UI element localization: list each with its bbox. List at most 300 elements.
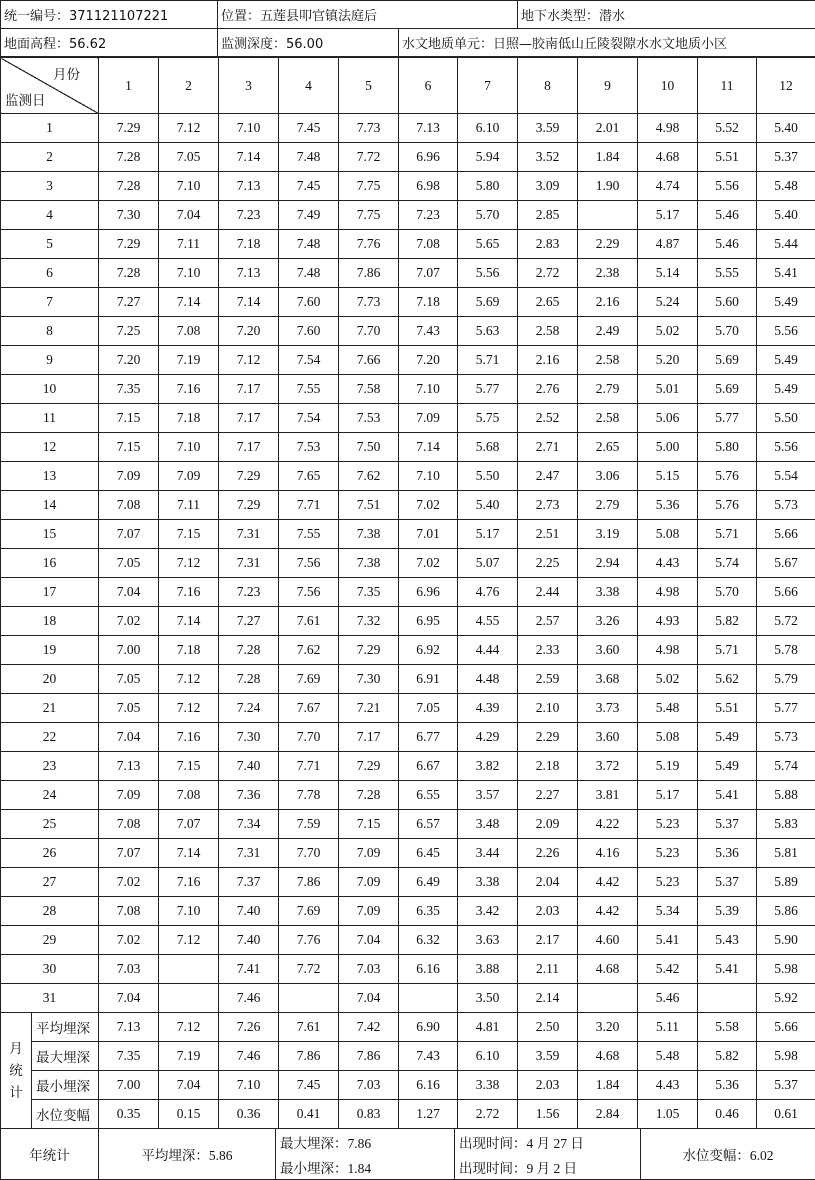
depth-cell: 7.67 — [279, 694, 339, 723]
depth-cell: 7.73 — [339, 114, 399, 143]
depth-cell: 2.58 — [578, 404, 638, 433]
depth-cell: 5.08 — [638, 520, 698, 549]
depth-cell: 7.16 — [159, 868, 219, 897]
table-row — [1, 172, 815, 201]
depth-cell: 2.03 — [518, 897, 578, 926]
depth-cell: 5.39 — [698, 897, 757, 926]
depth-cell: 5.49 — [698, 723, 757, 752]
depth-cell: 5.76 — [698, 491, 757, 520]
depth-cell: 7.09 — [399, 404, 458, 433]
depth-cell: 7.03 — [339, 955, 399, 984]
depth-cell: 5.23 — [638, 868, 698, 897]
depth-cell: 7.30 — [339, 665, 399, 694]
depth-cell: 2.16 — [518, 346, 578, 375]
depth-cell: 6.98 — [399, 172, 458, 201]
depth-cell: 5.71 — [698, 636, 757, 665]
depth-cell: 4.39 — [458, 694, 518, 723]
stat-cell: 2.50 — [518, 1013, 578, 1042]
depth-cell: 3.06 — [578, 462, 638, 491]
day-cell: 1 — [1, 114, 99, 143]
depth-cell: 5.50 — [458, 462, 518, 491]
depth-cell: 5.56 — [757, 317, 815, 346]
depth-cell: 4.29 — [458, 723, 518, 752]
depth-cell: 7.72 — [279, 955, 339, 984]
depth-cell: 7.40 — [219, 897, 279, 926]
depth-cell: 7.00 — [99, 636, 159, 665]
depth-cell: 5.44 — [757, 230, 815, 259]
depth-cell: 5.40 — [757, 114, 815, 143]
depth-cell: 5.92 — [757, 984, 815, 1013]
annual-max-time: 出现时间：4 月 27 日 — [455, 1129, 641, 1154]
depth-cell: 6.32 — [399, 926, 458, 955]
depth-cell: 2.26 — [518, 839, 578, 868]
depth-cell: 6.49 — [399, 868, 458, 897]
depth-cell: 7.11 — [159, 230, 219, 259]
depth-cell: 5.02 — [638, 317, 698, 346]
depth-cell: 7.29 — [219, 462, 279, 491]
depth-cell: 5.77 — [757, 694, 815, 723]
depth-cell: 2.59 — [518, 665, 578, 694]
table-row — [1, 607, 815, 636]
depth-cell: 3.57 — [458, 781, 518, 810]
stat-cell: 7.45 — [279, 1071, 339, 1100]
depth-cell: 5.15 — [638, 462, 698, 491]
depth-cell: 5.83 — [757, 810, 815, 839]
depth-cell: 7.15 — [99, 404, 159, 433]
depth-cell: 2.79 — [578, 491, 638, 520]
month-header: 6 — [399, 58, 458, 114]
depth-cell: 5.98 — [757, 955, 815, 984]
depth-cell: 4.68 — [578, 955, 638, 984]
depth-cell: 7.17 — [339, 723, 399, 752]
table-row — [1, 578, 815, 607]
depth-cell: 7.69 — [279, 897, 339, 926]
stat-cell: 6.16 — [399, 1071, 458, 1100]
day-cell: 12 — [1, 433, 99, 462]
depth-cell: 5.52 — [698, 114, 757, 143]
depth-cell: 5.60 — [698, 288, 757, 317]
depth-cell: 4.16 — [578, 839, 638, 868]
depth-cell: 7.14 — [159, 607, 219, 636]
stat-cell: 7.26 — [219, 1013, 279, 1042]
depth-cell: 5.62 — [698, 665, 757, 694]
depth-cell: 4.60 — [578, 926, 638, 955]
depth-cell: 7.07 — [159, 810, 219, 839]
table-row — [1, 201, 815, 230]
depth-cell: 7.05 — [399, 694, 458, 723]
depth-cell: 7.30 — [99, 201, 159, 230]
depth-cell: 7.50 — [339, 433, 399, 462]
depth-cell: 7.29 — [219, 491, 279, 520]
depth-cell: 4.93 — [638, 607, 698, 636]
depth-cell: 7.09 — [339, 839, 399, 868]
depth-cell: 7.48 — [279, 143, 339, 172]
depth-cell: 5.70 — [458, 201, 518, 230]
depth-cell: 7.18 — [159, 404, 219, 433]
depth-cell: 2.16 — [578, 288, 638, 317]
annual-statistics — [0, 1129, 815, 1180]
depth-cell: 6.77 — [399, 723, 458, 752]
depth-cell: 4.87 — [638, 230, 698, 259]
depth-cell: 7.05 — [99, 694, 159, 723]
depth-cell: 7.16 — [159, 578, 219, 607]
depth-cell: 5.48 — [638, 694, 698, 723]
depth-cell: 7.23 — [219, 578, 279, 607]
depth-cell: 4.98 — [638, 636, 698, 665]
table-row — [1, 259, 815, 288]
table-row — [1, 752, 815, 781]
table-row — [1, 375, 815, 404]
stat-cell: 5.82 — [698, 1042, 757, 1071]
stat-cell: 0.15 — [159, 1100, 219, 1129]
depth-cell: 7.28 — [99, 172, 159, 201]
depth-cell: 3.82 — [458, 752, 518, 781]
depth-cell: 5.79 — [757, 665, 815, 694]
depth-cell: 5.56 — [757, 433, 815, 462]
depth-cell: 5.63 — [458, 317, 518, 346]
depth-cell: 5.07 — [458, 549, 518, 578]
stats-row — [1, 1013, 815, 1042]
stat-cell: 7.46 — [219, 1042, 279, 1071]
depth-cell: 7.70 — [279, 723, 339, 752]
depth-cell: 7.43 — [399, 317, 458, 346]
day-cell: 27 — [1, 868, 99, 897]
depth-cell: 5.46 — [698, 230, 757, 259]
stat-cell: 3.59 — [518, 1042, 578, 1071]
depth-cell: 7.78 — [279, 781, 339, 810]
depth-cell: 4.76 — [458, 578, 518, 607]
depth-cell: 7.02 — [99, 926, 159, 955]
depth-cell: 7.62 — [279, 636, 339, 665]
depth-cell: 2.29 — [518, 723, 578, 752]
stat-cell: 5.98 — [757, 1042, 815, 1071]
daily-depth-table — [0, 57, 815, 1129]
depth-cell: 2.71 — [518, 433, 578, 462]
annual-avg-depth: 平均埋深：5.86 — [99, 1129, 276, 1180]
day-cell: 18 — [1, 607, 99, 636]
day-cell: 2 — [1, 143, 99, 172]
depth-cell: 3.44 — [458, 839, 518, 868]
month-header-row — [1, 58, 815, 114]
depth-cell: 2.11 — [518, 955, 578, 984]
depth-cell: 5.67 — [757, 549, 815, 578]
depth-cell: 7.86 — [339, 259, 399, 288]
annual-min-time: 出现时间：9 月 2 日 — [455, 1154, 641, 1180]
depth-cell: 7.66 — [339, 346, 399, 375]
depth-cell: 4.68 — [638, 143, 698, 172]
depth-cell: 7.16 — [159, 723, 219, 752]
day-cell: 7 — [1, 288, 99, 317]
month-header: 12 — [757, 58, 815, 114]
depth-cell: 6.96 — [399, 143, 458, 172]
depth-cell: 5.19 — [638, 752, 698, 781]
stat-cell: 1.27 — [399, 1100, 458, 1129]
depth-cell: 5.37 — [698, 868, 757, 897]
depth-cell: 6.35 — [399, 897, 458, 926]
ground-elevation: 地面高程：56.62 — [1, 29, 218, 57]
day-cell: 25 — [1, 810, 99, 839]
depth-cell: 5.40 — [757, 201, 815, 230]
depth-cell: 5.48 — [757, 172, 815, 201]
depth-cell: 3.60 — [578, 636, 638, 665]
depth-cell: 7.19 — [159, 346, 219, 375]
depth-cell: 4.98 — [638, 578, 698, 607]
depth-cell: 5.66 — [757, 578, 815, 607]
depth-cell: 7.12 — [159, 926, 219, 955]
stat-cell: 7.10 — [219, 1071, 279, 1100]
depth-cell: 7.12 — [159, 665, 219, 694]
depth-cell: 7.10 — [399, 375, 458, 404]
table-row — [1, 810, 815, 839]
table-row — [1, 781, 815, 810]
annual-stats-label: 年统计 — [1, 1129, 99, 1180]
depth-cell: 5.76 — [698, 462, 757, 491]
stat-cell: 5.48 — [638, 1042, 698, 1071]
depth-cell: 7.07 — [399, 259, 458, 288]
depth-cell: 5.40 — [458, 491, 518, 520]
month-header: 5 — [339, 58, 399, 114]
hydrogeologic-unit: 水文地质单元：日照—胶南低山丘陵裂隙水水文地质小区 — [399, 29, 815, 57]
depth-cell: 7.29 — [339, 636, 399, 665]
stat-cell: 2.03 — [518, 1071, 578, 1100]
depth-cell: 7.13 — [99, 752, 159, 781]
depth-cell: 2.83 — [518, 230, 578, 259]
depth-cell: 5.49 — [698, 752, 757, 781]
stat-cell: 3.38 — [458, 1071, 518, 1100]
depth-cell: 7.14 — [159, 839, 219, 868]
depth-cell: 7.08 — [99, 897, 159, 926]
depth-cell: 7.53 — [279, 433, 339, 462]
day-cell: 31 — [1, 984, 99, 1013]
depth-cell: 5.43 — [698, 926, 757, 955]
depth-cell: 7.53 — [339, 404, 399, 433]
depth-cell: 7.17 — [219, 404, 279, 433]
depth-cell: 6.45 — [399, 839, 458, 868]
day-cell: 14 — [1, 491, 99, 520]
depth-cell: 3.81 — [578, 781, 638, 810]
stat-cell: 0.46 — [698, 1100, 757, 1129]
depth-cell: 7.23 — [219, 201, 279, 230]
month-header: 8 — [518, 58, 578, 114]
depth-cell: 5.20 — [638, 346, 698, 375]
depth-cell: 7.55 — [279, 520, 339, 549]
depth-cell — [399, 984, 458, 1013]
corner-cell — [1, 58, 99, 114]
depth-cell: 6.67 — [399, 752, 458, 781]
depth-cell: 7.65 — [279, 462, 339, 491]
table-row — [1, 984, 815, 1013]
depth-cell: 5.24 — [638, 288, 698, 317]
stat-cell: 4.81 — [458, 1013, 518, 1042]
depth-cell: 7.21 — [339, 694, 399, 723]
table-row — [1, 433, 815, 462]
depth-cell: 7.13 — [219, 259, 279, 288]
depth-cell: 7.04 — [339, 926, 399, 955]
depth-cell: 5.73 — [757, 491, 815, 520]
month-header: 4 — [279, 58, 339, 114]
day-cell: 19 — [1, 636, 99, 665]
depth-cell: 7.30 — [219, 723, 279, 752]
depth-cell: 5.01 — [638, 375, 698, 404]
stat-cell: 6.10 — [458, 1042, 518, 1071]
month-header: 3 — [219, 58, 279, 114]
depth-cell: 5.69 — [458, 288, 518, 317]
day-cell: 21 — [1, 694, 99, 723]
table-row — [1, 346, 815, 375]
depth-cell: 7.09 — [99, 462, 159, 491]
stat-cell: 7.04 — [159, 1071, 219, 1100]
stat-cell: 0.36 — [219, 1100, 279, 1129]
stat-cell: 1.56 — [518, 1100, 578, 1129]
stat-cell: 7.00 — [99, 1071, 159, 1100]
depth-cell: 7.71 — [279, 752, 339, 781]
depth-cell: 3.38 — [458, 868, 518, 897]
day-cell: 20 — [1, 665, 99, 694]
depth-cell — [578, 984, 638, 1013]
depth-cell: 5.68 — [458, 433, 518, 462]
station-info-header — [0, 0, 815, 57]
depth-cell: 7.17 — [219, 375, 279, 404]
depth-cell: 5.02 — [638, 665, 698, 694]
table-row — [1, 288, 815, 317]
depth-cell: 5.08 — [638, 723, 698, 752]
depth-cell: 7.51 — [339, 491, 399, 520]
depth-cell: 5.37 — [757, 143, 815, 172]
depth-cell: 7.10 — [159, 897, 219, 926]
depth-cell: 2.38 — [578, 259, 638, 288]
monthly-stats-label: 月 统 计 — [1, 1013, 32, 1129]
monitoring-depth: 监测深度：56.00 — [218, 29, 399, 57]
depth-cell: 7.73 — [339, 288, 399, 317]
depth-cell: 3.48 — [458, 810, 518, 839]
depth-cell: 7.48 — [279, 230, 339, 259]
depth-cell: 5.86 — [757, 897, 815, 926]
depth-cell: 3.38 — [578, 578, 638, 607]
stat-cell: 4.68 — [578, 1042, 638, 1071]
depth-cell: 5.56 — [698, 172, 757, 201]
day-cell: 15 — [1, 520, 99, 549]
depth-cell: 7.12 — [159, 549, 219, 578]
depth-cell: 7.14 — [159, 288, 219, 317]
depth-cell: 6.95 — [399, 607, 458, 636]
day-cell: 3 — [1, 172, 99, 201]
depth-cell: 7.16 — [159, 375, 219, 404]
depth-cell: 3.52 — [518, 143, 578, 172]
depth-cell: 7.08 — [99, 491, 159, 520]
table-row — [1, 897, 815, 926]
depth-cell: 7.46 — [219, 984, 279, 1013]
table-row — [1, 665, 815, 694]
depth-cell: 3.68 — [578, 665, 638, 694]
depth-cell: 7.02 — [99, 607, 159, 636]
corner-day-label: 监测日 — [5, 89, 46, 109]
stat-cell: 4.43 — [638, 1071, 698, 1100]
depth-cell: 7.45 — [279, 114, 339, 143]
stat-cell: 7.12 — [159, 1013, 219, 1042]
depth-cell: 7.75 — [339, 172, 399, 201]
stat-cell: 5.66 — [757, 1013, 815, 1042]
depth-cell: 5.94 — [458, 143, 518, 172]
depth-cell: 2.94 — [578, 549, 638, 578]
depth-cell: 5.55 — [698, 259, 757, 288]
day-cell: 17 — [1, 578, 99, 607]
day-cell: 9 — [1, 346, 99, 375]
stat-cell: 2.84 — [578, 1100, 638, 1129]
depth-cell: 7.11 — [159, 491, 219, 520]
table-row — [1, 317, 815, 346]
depth-cell: 5.50 — [757, 404, 815, 433]
depth-cell: 7.09 — [99, 781, 159, 810]
depth-cell: 6.91 — [399, 665, 458, 694]
depth-cell: 5.41 — [698, 781, 757, 810]
depth-cell: 7.61 — [279, 607, 339, 636]
depth-cell: 7.17 — [219, 433, 279, 462]
table-row — [1, 955, 815, 984]
depth-cell: 5.51 — [698, 694, 757, 723]
depth-cell: 3.63 — [458, 926, 518, 955]
depth-cell: 3.72 — [578, 752, 638, 781]
annual-max-depth: 最大埋深：7.86 — [276, 1129, 455, 1154]
table-row — [1, 694, 815, 723]
depth-cell: 7.01 — [399, 520, 458, 549]
depth-cell — [159, 984, 219, 1013]
depth-cell: 7.54 — [279, 346, 339, 375]
depth-cell: 7.08 — [159, 317, 219, 346]
depth-cell: 1.84 — [578, 143, 638, 172]
depth-cell: 7.10 — [219, 114, 279, 143]
day-cell: 10 — [1, 375, 99, 404]
depth-cell: 7.27 — [99, 288, 159, 317]
depth-cell: 7.05 — [159, 143, 219, 172]
depth-cell: 5.23 — [638, 839, 698, 868]
stat-cell: 1.05 — [638, 1100, 698, 1129]
day-cell: 23 — [1, 752, 99, 781]
depth-cell: 2.27 — [518, 781, 578, 810]
stat-cell: 7.13 — [99, 1013, 159, 1042]
depth-cell: 7.18 — [159, 636, 219, 665]
depth-cell: 2.65 — [518, 288, 578, 317]
depth-cell: 7.12 — [159, 114, 219, 143]
depth-cell: 7.05 — [99, 665, 159, 694]
stat-cell: 7.42 — [339, 1013, 399, 1042]
depth-cell: 7.05 — [99, 549, 159, 578]
day-cell: 4 — [1, 201, 99, 230]
stat-cell: 7.35 — [99, 1042, 159, 1071]
day-cell: 11 — [1, 404, 99, 433]
depth-cell: 7.34 — [219, 810, 279, 839]
depth-cell: 7.60 — [279, 288, 339, 317]
depth-cell: 2.04 — [518, 868, 578, 897]
depth-cell: 2.18 — [518, 752, 578, 781]
depth-cell: 7.20 — [219, 317, 279, 346]
month-header: 10 — [638, 58, 698, 114]
day-cell: 22 — [1, 723, 99, 752]
day-cell: 24 — [1, 781, 99, 810]
depth-cell: 7.29 — [99, 114, 159, 143]
stat-cell: 7.61 — [279, 1013, 339, 1042]
stat-label: 最小埋深 — [32, 1071, 99, 1100]
depth-cell: 5.71 — [458, 346, 518, 375]
depth-cell: 2.17 — [518, 926, 578, 955]
stat-cell: 5.36 — [698, 1071, 757, 1100]
month-header: 9 — [578, 58, 638, 114]
depth-cell: 5.90 — [757, 926, 815, 955]
depth-cell: 7.58 — [339, 375, 399, 404]
depth-cell: 7.02 — [399, 491, 458, 520]
depth-cell: 5.88 — [757, 781, 815, 810]
depth-cell: 7.14 — [399, 433, 458, 462]
depth-cell: 7.75 — [339, 201, 399, 230]
